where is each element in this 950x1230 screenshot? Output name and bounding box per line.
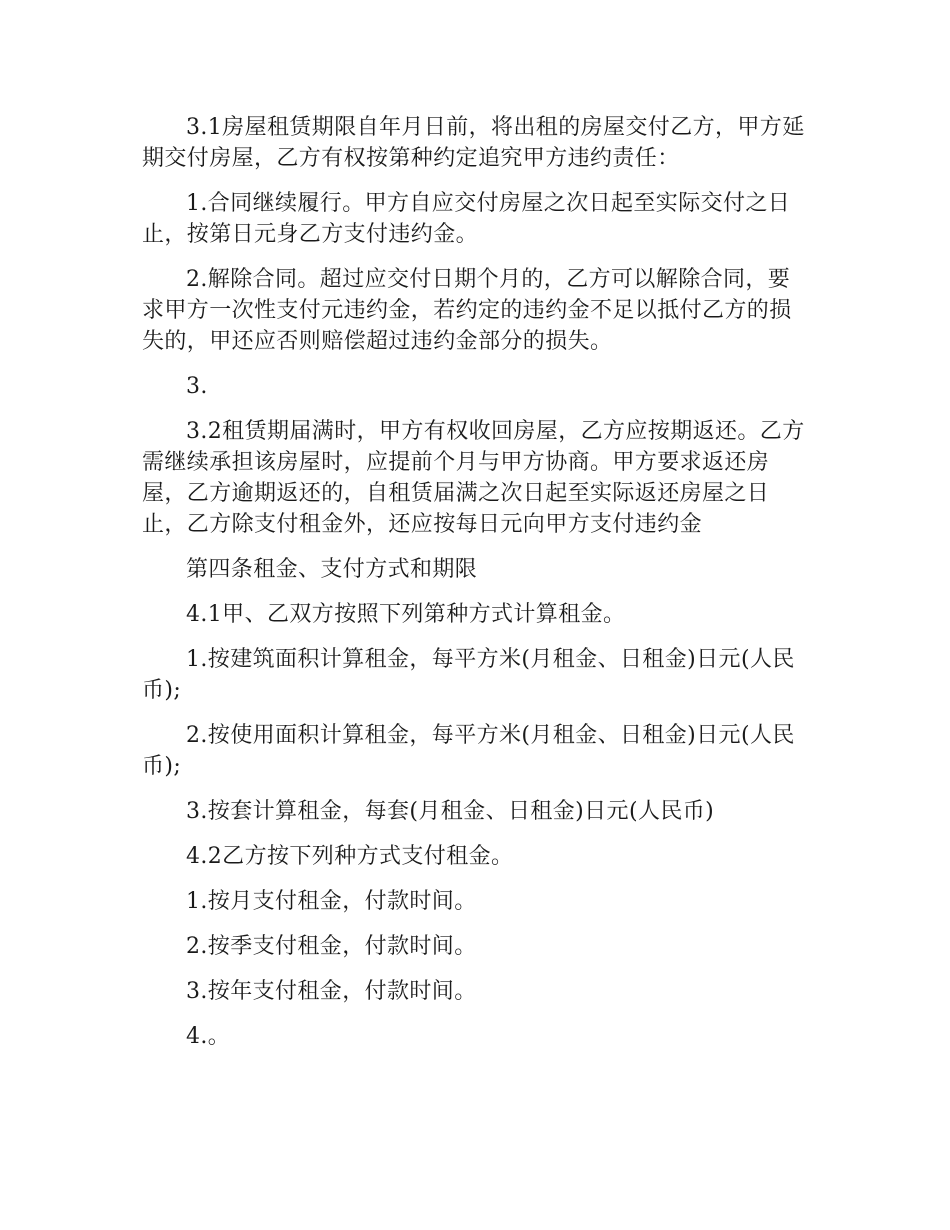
clause-4-2-option-1: 1.按月支付租金，付款时间。	[186, 889, 477, 914]
clause-4-1-option-1: 1.按建筑面积计算租金，每平方米(月租金、日租金)日元(人民币);	[142, 647, 795, 703]
clause-4-1-option-3: 3.按套计算租金，每套(月租金、日租金)日元(人民币)	[186, 799, 715, 824]
clause-3-1-option-1: 1.合同继续履行。甲方自应交付房屋之次日起至实际交付之日止，按第日元身乙方支付违约金。	[142, 191, 791, 247]
article-4-heading: 第四条租金、支付方式和期限	[186, 557, 478, 582]
clause-3-2: 3.2租赁期届满时，甲方有权收回房屋，乙方应按期返还。乙方需继续承担该房屋时，应提前个月与甲方协商。甲方要求返还房屋，乙方逾期返还的，自租赁届满之次日起至实际返还房屋之日止，乙方除支付租金外，还应按每日元向甲方支付违约金	[142, 419, 805, 537]
clause-3-1-option-3: 3.	[186, 374, 208, 399]
clause-3-1: 3.1房屋租赁期限自年月日前，将出租的房屋交付乙方，甲方延期交付房屋，乙方有权按第种约定追究甲方违约责任：	[142, 115, 805, 171]
clause-3-1-option-2: 2.解除合同。超过应交付日期个月的，乙方可以解除合同，要求甲方一次性支付元违约金，若约定的违约金不足以抵付乙方的损失的，甲还应否则赔偿超过违约金部分的损失。	[142, 267, 792, 354]
clause-4-2-option-4: 4.。	[186, 1024, 231, 1049]
document-body	[142, 112, 810, 1066]
clause-4-1: 4.1甲、乙双方按照下列第种方式计算租金。	[186, 602, 626, 627]
clause-4-1-option-2: 2.按使用面积计算租金，每平方米(月租金、日租金)日元(人民币);	[142, 723, 795, 779]
clause-4-2-option-2: 2.按季支付租金，付款时间。	[186, 934, 477, 959]
clause-4-2-option-3: 3.按年支付租金，付款时间。	[186, 979, 477, 1004]
clause-4-2: 4.2乙方按下列种方式支付租金。	[186, 844, 514, 869]
